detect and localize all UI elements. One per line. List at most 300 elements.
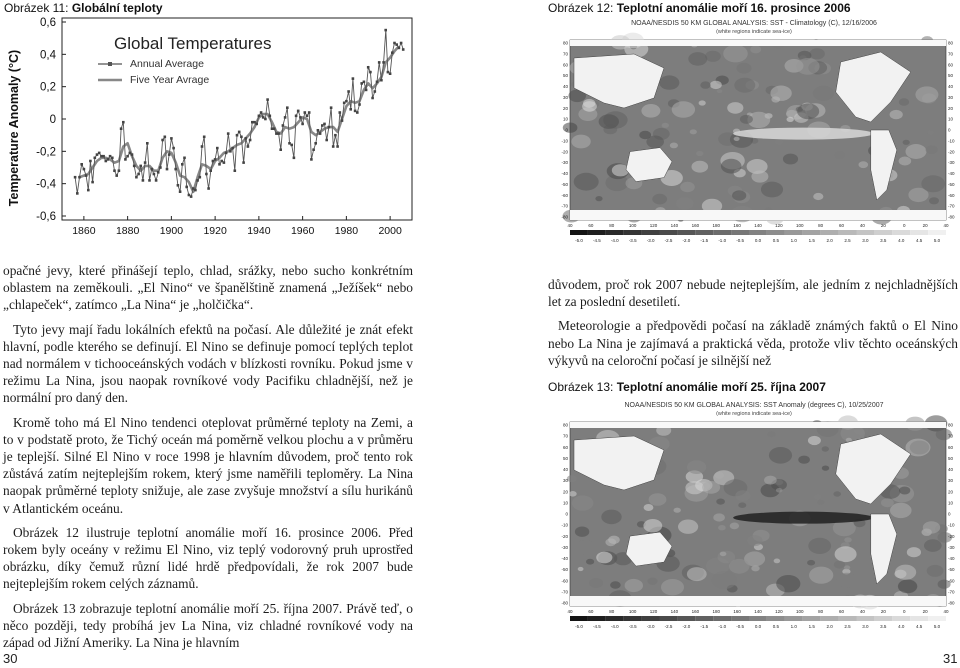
annual-data-point <box>378 61 381 64</box>
annual-data-point <box>269 115 272 118</box>
annual-data-point <box>395 43 398 46</box>
anomaly-patch <box>567 475 577 482</box>
latitude-label: -40 <box>561 556 568 561</box>
scale-swatch <box>857 616 875 621</box>
chart-title: Global Temperatures <box>114 34 272 53</box>
scale-label: -4.5 <box>593 624 601 629</box>
latitude-label: -10 <box>561 138 568 144</box>
scale-label: -3.5 <box>628 624 637 629</box>
scale-swatch <box>839 230 857 235</box>
scale-label: 2.0 <box>826 238 833 243</box>
latitude-label-right: -30 <box>948 160 955 166</box>
anomaly-patch <box>601 510 621 525</box>
right-column <box>548 276 958 376</box>
anomaly-patch <box>835 546 857 562</box>
latitude-label-right: 50 <box>948 455 954 461</box>
scale-label: 2.5 <box>844 624 851 629</box>
latitude-label-right: -70 <box>948 589 955 595</box>
annual-data-point <box>249 139 252 142</box>
annual-data-point <box>323 123 326 126</box>
longitude-label: 40 <box>859 223 865 228</box>
anomaly-patch <box>898 580 917 594</box>
anomaly-patch <box>702 481 720 494</box>
latitude-label-right: 70 <box>948 433 954 439</box>
anomaly-patch <box>822 466 829 471</box>
annual-data-point <box>334 134 337 137</box>
annual-data-point <box>317 129 320 132</box>
anomaly-patch <box>764 476 777 485</box>
latitude-label-right: -20 <box>948 533 955 539</box>
left-paragraph-1: opačné jevy, které přinášejí teplo, chlad, srážky, nebo sucho konkrétním oblastem na zeměkouli. „El Nino“ ve španělštině znamená „Ježíšek“ nebo „chlapeček“, zatímco „La Nina“ je „holčička“. <box>3 263 413 313</box>
anomaly-patch <box>767 431 775 437</box>
annual-data-point <box>240 136 243 139</box>
latitude-label: -70 <box>561 203 568 209</box>
scale-label: 3.5 <box>880 624 887 629</box>
annual-data-point <box>153 173 156 176</box>
annual-data-point <box>255 123 258 126</box>
annual-data-point <box>290 144 293 147</box>
latitude-label-right: 80 <box>948 40 954 46</box>
x-tick-label: 1860 <box>72 225 96 237</box>
longitude-label: 40 <box>943 223 949 228</box>
annual-data-point <box>266 98 269 101</box>
annual-data-point <box>83 168 86 171</box>
anomaly-patch <box>729 559 750 574</box>
latitude-label: 20 <box>562 489 568 495</box>
anomaly-patch <box>715 472 725 479</box>
latitude-label-right: -30 <box>948 544 955 550</box>
scale-swatch <box>839 616 857 621</box>
anomaly-patch <box>723 45 748 63</box>
anomaly-patch <box>822 446 829 451</box>
scale-swatch <box>749 616 767 621</box>
map-2006-body <box>561 33 955 243</box>
latitude-label-right: -60 <box>948 578 955 584</box>
latitude-label-right: 60 <box>948 62 954 68</box>
latitude-label: -60 <box>561 192 568 198</box>
anomaly-patch <box>735 490 750 501</box>
longitude-label: 60 <box>839 609 845 614</box>
latitude-label-right: -40 <box>948 171 955 176</box>
page-number-right: 31 <box>943 651 958 666</box>
scale-swatch <box>857 230 875 235</box>
anomaly-patch <box>776 575 800 592</box>
scale-label: 4.0 <box>898 624 905 629</box>
map-2006-subheader: (white regions indicate sea-ice) <box>716 29 792 35</box>
annual-data-point <box>356 111 359 114</box>
scale-label: 1.5 <box>808 238 815 243</box>
anomaly-patch <box>718 525 726 530</box>
annual-data-point <box>126 155 129 158</box>
latitude-label-right: -10 <box>948 522 955 528</box>
annual-data-point <box>120 127 123 130</box>
scale-label: 0.0 <box>754 238 762 243</box>
anomaly-patch <box>796 58 819 75</box>
anomaly-patch <box>899 487 910 495</box>
anomaly-patch <box>813 193 823 200</box>
anomaly-patch <box>906 144 927 159</box>
scale-label: -2.0 <box>682 238 691 243</box>
annual-data-point <box>234 169 237 172</box>
scale-swatch <box>570 616 588 621</box>
annual-data-point <box>314 142 317 145</box>
annual-data-point <box>144 161 147 164</box>
annual-data-point <box>328 126 331 129</box>
annual-data-point <box>91 181 94 184</box>
scale-swatch <box>731 230 749 235</box>
right-paragraph-1: důvodem, proč rok 2007 nebude nejteplejším, ale jedním z nejchladnějších let za poslední desetiletí. <box>548 277 958 310</box>
scale-label: -2.0 <box>682 624 691 629</box>
anomaly-patch <box>817 500 824 505</box>
anomaly-patch <box>680 182 695 192</box>
anomaly-patch <box>595 196 602 201</box>
scale-label: -3.0 <box>646 238 655 243</box>
annual-data-point <box>94 157 97 160</box>
annual-data-point <box>304 111 307 114</box>
anomaly-patch <box>808 436 821 445</box>
anomaly-patch <box>738 502 746 508</box>
anomaly-patch <box>670 143 678 149</box>
longitude-label: 40 <box>567 223 573 228</box>
annual-data-point <box>347 90 350 93</box>
latitude-label-right: -80 <box>948 214 955 220</box>
anomaly-patch <box>599 114 619 129</box>
legend-annual-label: Annual Average <box>130 58 204 70</box>
annual-data-point <box>80 163 83 166</box>
longitude-label: 40 <box>859 609 865 614</box>
scale-swatch <box>624 230 642 235</box>
latitude-label-right: 20 <box>948 105 954 111</box>
scale-label: -3.5 <box>628 238 637 243</box>
anomaly-patch <box>924 539 942 552</box>
anomaly-patch <box>814 494 822 499</box>
anomaly-patch <box>798 456 810 464</box>
longitude-label: 60 <box>839 223 845 228</box>
annual-data-point <box>223 161 226 164</box>
x-tick-label: 1960 <box>290 225 315 237</box>
annual-data-point <box>339 111 342 114</box>
anomaly-patch <box>672 101 695 118</box>
anomaly-patch <box>674 508 681 513</box>
latitude-label: 60 <box>562 62 568 68</box>
anomaly-patch <box>575 527 589 537</box>
scale-swatch <box>713 230 731 235</box>
latitude-label: -70 <box>561 589 568 595</box>
latitude-label: 60 <box>562 444 568 450</box>
annual-data-point <box>371 97 374 100</box>
annual-data-point <box>190 195 193 198</box>
annual-data-point <box>389 72 392 75</box>
longitude-label: 120 <box>649 223 658 228</box>
annual-data-point <box>358 103 361 106</box>
latitude-label: 40 <box>562 467 568 472</box>
latitude-label: -60 <box>561 578 568 584</box>
longitude-label: 20 <box>880 609 886 614</box>
y-tick-label: 0,2 <box>40 81 56 94</box>
annual-data-point <box>98 152 101 155</box>
anomaly-patch <box>833 491 841 496</box>
anomaly-patch <box>687 460 706 474</box>
anomaly-patch <box>605 538 616 546</box>
annual-data-point <box>402 48 405 51</box>
annual-data-point <box>238 131 241 134</box>
latitude-label: 20 <box>562 105 568 111</box>
left-paragraph-5: Obrázek 13 zobrazuje teplotní anomálie moří 25. října 2007. Právě teď, o něco později, tedy probíhá jev La Nina, viz chladné rovníkové vody na západ od Jižní Ameriky. La Nina je hlavním <box>3 600 413 651</box>
longitude-label: 180 <box>712 223 720 228</box>
anomaly-patch <box>737 63 752 74</box>
anomaly-patch <box>589 578 603 588</box>
sst-anomaly-map-2007 <box>548 398 960 636</box>
anomaly-patch <box>921 175 945 192</box>
latitude-label-right: -10 <box>948 138 955 144</box>
scale-label: 4.0 <box>898 238 905 243</box>
annual-data-point <box>242 161 245 164</box>
latitude-label: 50 <box>562 455 568 461</box>
scale-label: -0.5 <box>736 238 744 243</box>
left-paragraph-3: Kromě toho má El Nino tendenci oteplovat průměrné teploty na Zemi, a to v podstatě proto, že Tichý oceán má poměrně velkou plochu a v průměru je teplejší. Silné El Nino v roce 1998 je hlavním důvodem, proč tento rok zůstává zatím nejteplejším rokem, který jsme naměřili teploměry. La Nina naopak průměrné teploty snižuje, ale zase zvyšuje množství a sílu hurikánů v Atlantickém oceánu. <box>3 414 413 516</box>
annual-data-point <box>218 163 221 166</box>
anomaly-patch <box>834 561 845 569</box>
longitude-label: 120 <box>649 609 658 614</box>
annual-data-point <box>207 187 210 190</box>
annual-data-point <box>76 192 79 195</box>
scale-swatch <box>642 230 660 235</box>
y-tick-label: -0,4 <box>36 178 56 191</box>
annual-data-point <box>398 47 401 50</box>
anomaly-patch <box>713 513 725 521</box>
anomaly-patch <box>751 170 768 182</box>
annual-data-point <box>168 153 171 156</box>
scale-swatch <box>874 230 892 235</box>
scale-label: 4.5 <box>915 624 923 629</box>
latitude-label: -30 <box>561 544 568 550</box>
latitude-label: 30 <box>562 478 568 484</box>
longitude-label: 120 <box>775 223 783 228</box>
latitude-label: 40 <box>562 84 568 89</box>
annual-data-point <box>325 139 328 142</box>
figure-12-title: Teplotní anomálie moří 16. prosince 2006 <box>616 1 851 15</box>
annual-data-point <box>194 189 197 192</box>
scale-label: 3.0 <box>862 624 869 629</box>
anomaly-patch <box>575 540 596 555</box>
longitude-label: 180 <box>712 609 720 614</box>
anomaly-patch <box>808 538 831 554</box>
y-tick-label: 0,4 <box>40 49 56 62</box>
anomaly-patch <box>809 567 833 584</box>
annual-data-point <box>177 184 180 187</box>
scale-swatch <box>695 616 713 621</box>
figure-12-label: Obrázek 12: <box>548 1 614 15</box>
longitude-label: 20 <box>922 609 928 614</box>
annual-data-point <box>122 121 125 124</box>
scale-label: 1.0 <box>790 624 797 629</box>
scale-label: 1.0 <box>790 238 797 243</box>
scale-label: -5.0 <box>575 624 583 629</box>
x-tick-label: 2000 <box>378 225 402 237</box>
annual-data-point <box>115 174 118 177</box>
latitude-label-right: 10 <box>948 500 954 506</box>
annual-data-point <box>170 137 173 140</box>
annual-data-point <box>231 147 234 150</box>
annual-data-point <box>258 115 261 118</box>
anomaly-patch <box>787 117 794 122</box>
anomaly-patch <box>678 520 698 534</box>
anomaly-patch <box>647 578 657 585</box>
latitude-label: 30 <box>562 94 568 100</box>
annual-data-point <box>161 139 164 142</box>
anomaly-patch <box>750 45 761 53</box>
annual-data-point <box>308 111 311 114</box>
latitude-label-right: 40 <box>948 84 954 89</box>
antarctica-ice <box>570 596 946 606</box>
page-number-left: 30 <box>3 651 18 666</box>
longitude-label: 160 <box>691 609 700 614</box>
annual-data-point <box>203 136 206 139</box>
scale-label: -4.0 <box>610 624 619 629</box>
anomaly-patch <box>899 98 909 105</box>
longitude-label: 140 <box>670 223 679 228</box>
anomaly-patch <box>844 537 852 542</box>
scale-swatch <box>660 616 678 621</box>
annual-data-point <box>201 145 204 148</box>
longitude-label: 40 <box>943 609 949 614</box>
scale-swatch <box>677 616 695 621</box>
annual-data-point <box>229 150 232 153</box>
annual-data-point <box>225 152 228 155</box>
annual-data-point <box>380 79 383 82</box>
annual-data-point <box>284 116 287 119</box>
latitude-label: -50 <box>561 181 568 187</box>
longitude-label: 140 <box>670 609 679 614</box>
arctic-ice <box>570 422 946 428</box>
anomaly-patch <box>727 102 743 114</box>
annual-data-point <box>135 176 138 179</box>
scale-label: 4.5 <box>915 238 923 243</box>
latitude-label: -20 <box>561 149 568 155</box>
el-nino-warm-band <box>733 128 873 140</box>
longitude-label: 0 <box>902 223 906 228</box>
scale-label: -1.5 <box>700 238 709 243</box>
longitude-label: 80 <box>818 609 824 614</box>
anomaly-patch <box>774 559 781 564</box>
latitude-label-right: 50 <box>948 73 954 79</box>
annual-data-point <box>352 77 355 80</box>
scale-swatch <box>928 230 946 235</box>
anomaly-patch <box>890 503 912 518</box>
annual-data-point <box>260 111 263 114</box>
latitude-label-right: 20 <box>948 489 954 495</box>
anomaly-patch <box>692 161 709 173</box>
anomaly-patch <box>644 504 654 511</box>
anomaly-patch <box>895 565 916 580</box>
annual-data-point <box>209 169 212 172</box>
y-tick-label: 0,6 <box>40 17 56 29</box>
scale-label: 3.0 <box>862 238 869 243</box>
scale-label: -2.5 <box>664 624 673 629</box>
anomaly-patch <box>732 190 746 200</box>
anomaly-patch <box>721 159 742 174</box>
annual-data-point <box>293 157 296 160</box>
scale-swatch <box>660 230 678 235</box>
annual-data-point <box>142 179 145 182</box>
left-paragraph-4: Obrázek 12 ilustruje teplotní anomálie moří 16. prosince 2006. Před rokem byly oceány v režimu El Nino, viz teplý vodorovný pruh uprostřed obrázku, díky čemuž různí lidé hrdě předpovídali, že rok 2007 bude nejteplejším rokem celých záznamů. <box>3 524 413 592</box>
annual-data-point <box>227 132 230 135</box>
longitude-label: 80 <box>609 609 615 614</box>
anomaly-patch <box>915 86 938 102</box>
annual-data-point <box>183 157 186 160</box>
scale-swatch <box>785 230 803 235</box>
scale-swatch <box>624 616 642 621</box>
annual-data-point <box>216 147 219 150</box>
annual-data-point <box>345 100 348 103</box>
sst-anomaly-map-2006 <box>548 16 960 250</box>
annual-data-point <box>107 158 110 161</box>
anomaly-patch <box>643 519 662 532</box>
scale-swatch <box>588 230 606 235</box>
latitude-label: 80 <box>562 422 568 428</box>
chart-y-axis-label: Temperature Anomaly (°C) <box>7 49 21 207</box>
anomaly-patch <box>740 115 753 124</box>
longitude-label: 80 <box>818 223 824 228</box>
anomaly-patch <box>776 488 783 493</box>
scale-label: 5.0 <box>933 624 941 629</box>
annual-data-point <box>174 168 177 171</box>
anomaly-patch <box>717 89 723 93</box>
left-column <box>3 262 413 658</box>
longitude-label: 140 <box>754 609 762 614</box>
annual-data-point <box>87 189 90 192</box>
annual-data-point <box>295 115 298 118</box>
latitude-label-right: 80 <box>948 422 954 428</box>
latitude-label-right: 10 <box>948 116 954 122</box>
anomaly-patch <box>890 110 903 119</box>
anomaly-patch <box>649 493 667 506</box>
scale-swatch <box>874 616 892 621</box>
scale-swatch <box>785 616 803 621</box>
anomaly-patch <box>810 48 825 59</box>
latitude-label-right: 0 <box>948 511 951 517</box>
annual-data-point <box>349 108 352 111</box>
annual-data-point <box>363 81 366 84</box>
map-2007-header: NOAA/NESDIS 50 KM GLOBAL ANALYSIS: SST Anomaly (degrees C), 10/25/2007 <box>624 402 884 409</box>
annual-data-point <box>306 115 309 118</box>
anomaly-patch <box>659 75 679 89</box>
latitude-label-right: 0 <box>948 127 951 133</box>
longitude-label: 0 <box>902 609 906 614</box>
anomaly-patch <box>881 498 894 507</box>
annual-data-point <box>89 160 92 163</box>
anomaly-patch <box>625 579 643 592</box>
annual-data-point <box>384 29 387 32</box>
anomaly-patch <box>610 581 621 589</box>
annual-data-point <box>236 134 239 137</box>
scale-swatch <box>892 230 910 235</box>
latitude-label-right: 70 <box>948 51 954 57</box>
annual-data-point <box>172 147 175 150</box>
annual-data-point <box>247 145 250 148</box>
annual-data-point <box>118 169 121 172</box>
scale-swatch <box>821 616 839 621</box>
annual-data-point <box>111 157 114 160</box>
anomaly-patch <box>596 552 612 564</box>
global-temperatures-chart <box>0 16 420 256</box>
anomaly-patch <box>734 78 755 93</box>
y-tick-label: 0 <box>49 114 56 126</box>
annual-data-point <box>157 171 160 174</box>
longitude-label: 140 <box>754 223 762 228</box>
annual-data-point <box>85 174 88 177</box>
annual-data-point <box>146 142 149 145</box>
